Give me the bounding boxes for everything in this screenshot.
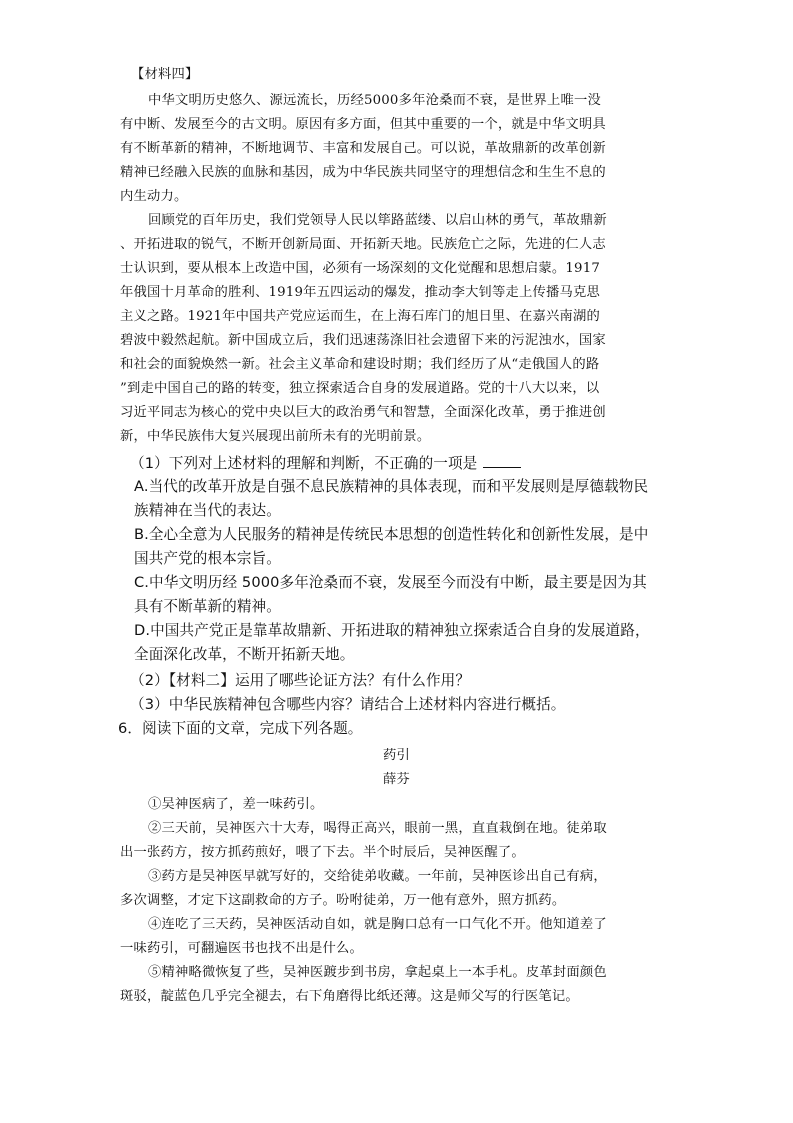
option-a-line: 族精神在当代的表达。 [134,502,281,519]
story-line: ③药方是吴神医早就写好的，交给徒弟收藏。一年前，吴神医诊出自己有病， [148,869,607,884]
story-line: ④连吃了三天药，吴神医活动自如，就是胸口总有一口气化不开。他知道差了 [148,917,607,932]
question-6: 6．阅读下面的文章，完成下列各题。 [118,720,363,737]
material-line: 和社会的面貌焕然一新。社会主义革命和建设时期；我们经历了从“走俄国人的路 [120,357,600,372]
question-3: （3）中华民族精神包含哪些内容？请结合上述材料内容进行概括。 [130,696,566,713]
material-line: 碧波中毅然起航。新中国成立后，我们迅速荡涤旧社会遗留下来的污泥浊水，国家 [120,333,606,348]
material-line: 士认识到，要从根本上改造中国，必须有一场深刻的文化觉醒和思想启蒙。1917 [120,261,601,276]
option-d-line: 全面深化改革，不断开拓新天地。 [134,646,355,663]
answer-blank [483,454,521,468]
question-1-stem [130,454,521,473]
option-c-line: 具有不断革新的精神。 [134,598,281,615]
material-line: ”到走中国自己的路的转变，独立探索适合自身的发展道路。党的十八大以来，以 [120,381,600,396]
material-heading: 【材料四】 [131,67,199,82]
option-d-line: D.中国共产党正是靠革故鼎新、开拓进取的精神独立探索适合自身的发展道路， [134,622,650,639]
story-author: 薛芬 [383,772,410,787]
story-line: 斑驳，靛蓝色几乎完全褪去，右下角磨得比纸还薄。这是师父写的行医笔记。 [120,989,579,1004]
material-line: 习近平同志为核心的党中央以巨大的政治勇气和智慧，全面深化改革，勇于推进创 [120,405,606,420]
story-line: 一味药引，可翻遍医书也找不出是什么。 [120,941,363,956]
story-title: 药引 [383,748,410,763]
story-line: ①吴神医病了，差一味药引。 [148,797,324,812]
option-c-line: C.中华文明历经 5000多年沧桑而不衰，发展至今而没有中断，最主要是因为其 [134,574,647,591]
material-line: 内生动力。 [120,189,188,204]
story-line: 出一张药方，按方抓药煎好，喂了下去。半个时辰后，吴神医醒了。 [120,845,525,860]
material-line: 主义之路。1921年中国共产党应运而生，在上海石库门的旭日里、在嘉兴南湖的 [120,309,601,324]
material-line: 回顾党的百年历史，我们党领导人民以筚路蓝缕、以启山林的勇气，革故鼎新 [148,213,607,228]
story-line: ②三天前，吴神医六十大寿，喝得正高兴，眼前一黑，直直栽倒在地。徒弟取 [148,821,607,836]
question-2: （2）【材料二】运用了哪些论证方法？有什么作用？ [130,672,471,689]
material-line: 年俄国十月革命的胜利、1919年五四运动的爆发，推动李大钊等走上传播马克思 [120,285,601,300]
material-line: 、开拓进取的锐气，不断开创新局面、开拓新天地。民族危亡之际，先进的仁人志 [120,237,606,252]
option-b-line: B.全心全意为人民服务的精神是传统民本思想的创造性转化和创新性发展，是中 [134,526,649,543]
material-line: 新，中华民族伟大复兴展现出前所未有的光明前景。 [120,429,431,444]
story-line: 多次调整，才定下这副救命的方子。吩咐徒弟，万一他有意外，照方抓药。 [120,893,566,908]
material-line: 有不断革新的精神，不断地调节、丰富和发展自己。可以说，革故鼎新的改革创新 [120,141,606,156]
material-line: 中华文明历史悠久、源远流长，历经5000多年沧桑而不衰，是世界上唯一没 [148,93,602,108]
material-line: 有中断、发展至今的古文明。原因有多方面，但其中重要的一个，就是中华文明具 [120,117,606,132]
option-a-line: A.当代的改革开放是自强不息民族精神的具体表现，而和平发展则是厚德载物民 [134,478,649,495]
option-b-line: 国共产党的根本宗旨。 [134,550,281,567]
story-line: ⑤精神略微恢复了些，吴神医踱步到书房，拿起桌上一本手札。皮革封面颜色 [148,965,607,980]
question-1-text: （1）下列对上述材料的理解和判断，不正确的一项是 [130,455,478,472]
material-line: 精神已经融入民族的血脉和基因，成为中华民族共同坚守的理想信念和生生不息的 [120,165,606,180]
